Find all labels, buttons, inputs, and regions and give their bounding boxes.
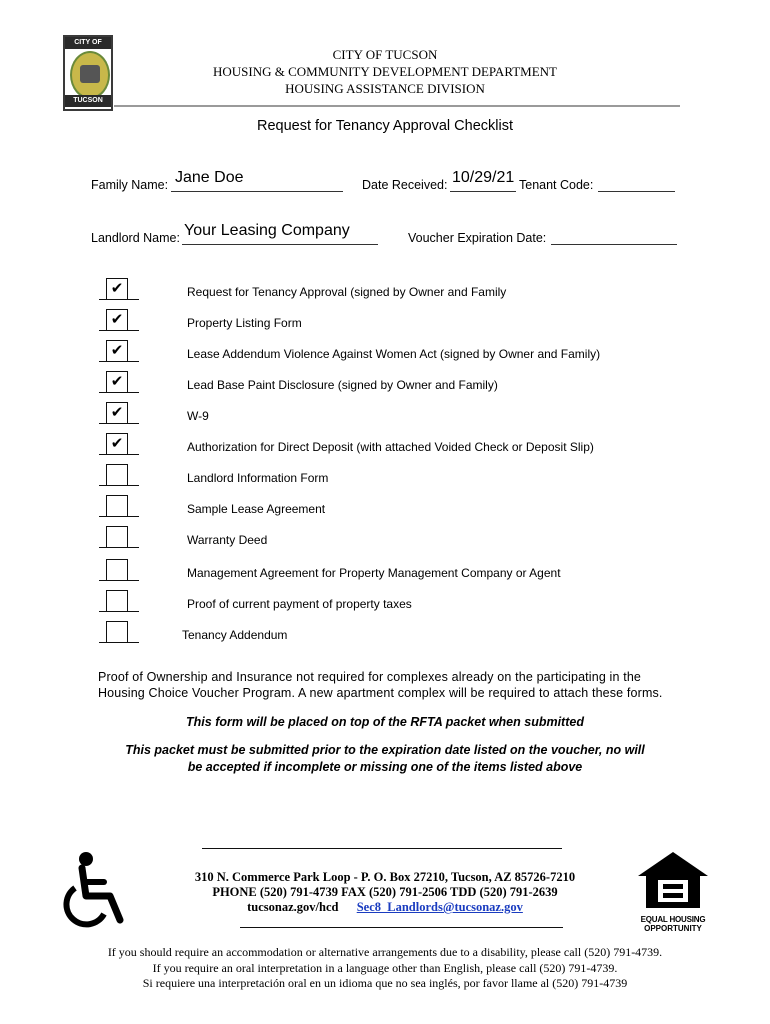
footer-interpretation-spanish: Si requiere una interpretación oral en un idioma que no sea inglés, por favor llame al (520) 791-4739 xyxy=(142,976,628,990)
checklist-item-label: Authorization for Direct Deposit (with attached Voided Check or Deposit Slip) xyxy=(187,440,594,454)
checkbox-line xyxy=(99,485,139,486)
landlord-name-line xyxy=(182,244,378,245)
voucher-expiration-line xyxy=(551,244,677,245)
checkbox[interactable]: ✔ xyxy=(106,433,128,455)
logo-bottom-text: TUCSON xyxy=(65,95,111,107)
checklist-item-label: W-9 xyxy=(187,409,209,423)
submission-notice-line2: be accepted if incomplete or missing one of the items listed above xyxy=(187,760,583,774)
landlord-name-label: Landlord Name: xyxy=(91,231,180,245)
checklist-item-label: Lead Base Paint Disclosure (signed by Owner and Family) xyxy=(187,378,498,392)
checklist-item-label: Management Agreement for Property Management Company or Agent xyxy=(187,566,561,580)
equal-housing-text-2: OPPORTUNITY xyxy=(644,924,702,933)
date-received-line xyxy=(450,191,516,192)
voucher-expiration-label: Voucher Expiration Date: xyxy=(408,231,547,245)
checkbox-line xyxy=(99,454,139,455)
landlord-name-value[interactable]: Your Leasing Company xyxy=(184,222,350,239)
address-bottom-rule xyxy=(240,927,563,928)
tenant-code-line xyxy=(598,191,675,192)
checkbox[interactable] xyxy=(106,621,128,643)
checklist-item-label: Lease Addendum Violence Against Women Act (signed by Owner and Family) xyxy=(187,347,601,361)
header-divider xyxy=(114,105,680,107)
submission-notice-line1: This packet must be submitted prior to the expiration date listed on the voucher, no will xyxy=(125,743,645,757)
checkbox-line xyxy=(99,580,139,581)
ownership-note xyxy=(98,669,670,701)
checklist-item-label: Sample Lease Agreement xyxy=(187,502,326,516)
form-title: Request for Tenancy Approval Checklist xyxy=(256,118,514,134)
date-received-label: Date Received: xyxy=(362,178,448,192)
checkbox-line xyxy=(99,611,139,612)
checklist-item-label: Landlord Information Form xyxy=(187,471,329,485)
equal-housing-logo xyxy=(634,850,712,932)
family-name-label: Family Name: xyxy=(91,178,169,192)
phone-line: PHONE (520) 791-4739 FAX (520) 791-2506 TDD (520) 791-2639 xyxy=(212,885,558,899)
checkbox-line xyxy=(99,299,139,300)
checkbox-line xyxy=(99,642,139,643)
checkbox-line xyxy=(99,392,139,393)
checkbox[interactable]: ✔ xyxy=(106,340,128,362)
checkbox-line xyxy=(99,361,139,362)
checklist-item-label: Property Listing Form xyxy=(187,316,302,330)
ownership-note-line2: Housing Choice Voucher Program. A new apartment complex will be required to attach these forms. xyxy=(98,686,663,700)
checkbox[interactable]: ✔ xyxy=(106,309,128,331)
email-link[interactable]: Sec8_Landlords@tucsonaz.gov xyxy=(356,900,523,914)
family-name-line xyxy=(171,191,343,192)
checkbox-line xyxy=(99,423,139,424)
equal-housing-house-icon xyxy=(634,850,712,910)
checkbox[interactable]: ✔ xyxy=(106,371,128,393)
website-link[interactable]: tucsonaz.gov/hcd xyxy=(247,900,339,914)
checkbox-line xyxy=(99,330,139,331)
address-top-rule xyxy=(202,848,562,849)
checkbox[interactable]: ✔ xyxy=(106,278,128,300)
header-department: HOUSING & COMMUNITY DEVELOPMENT DEPARTMENT xyxy=(213,64,557,79)
checkbox-line xyxy=(99,547,139,548)
checkbox[interactable]: ✔ xyxy=(106,402,128,424)
checklist-item-label: Warranty Deed xyxy=(187,533,268,547)
checklist-item-label: Tenancy Addendum xyxy=(182,628,288,642)
checkbox-line xyxy=(99,516,139,517)
tenant-code-label: Tenant Code: xyxy=(519,178,594,192)
checkbox[interactable] xyxy=(106,495,128,517)
checklist-item-label: Proof of current payment of property taxes xyxy=(187,597,412,611)
date-received-value[interactable]: 10/29/21 xyxy=(452,169,515,186)
footer-interpretation: If you require an oral interpretation in a language other than English, please call (520) 791-4739. xyxy=(152,961,618,975)
ownership-note-line1: Proof of Ownership and Insurance not required for complexes already on the participating in the xyxy=(98,670,642,684)
logo-top-text: CITY OF xyxy=(65,37,111,49)
family-name-value[interactable]: Jane Doe xyxy=(175,169,244,186)
address-line: 310 N. Commerce Park Loop - P. O. Box 27210, Tucson, AZ 85726-7210 xyxy=(194,870,576,884)
placement-notice: This form will be placed on top of the RFTA packet when submitted xyxy=(186,715,584,729)
checkbox[interactable] xyxy=(106,559,128,581)
footer-accommodation: If you should require an accommodation or alternative arrangements due to a disability, please call (520) 791-4739. xyxy=(107,945,663,959)
checklist-item-label: Request for Tenancy Approval (signed by Owner and Family xyxy=(187,285,507,299)
checkbox[interactable] xyxy=(106,590,128,612)
checkbox[interactable] xyxy=(106,464,128,486)
equal-housing-text-1: EQUAL HOUSING xyxy=(640,915,706,924)
header-division: HOUSING ASSISTANCE DIVISION xyxy=(285,81,485,96)
header-city: CITY OF TUCSON xyxy=(332,47,438,62)
checkbox[interactable] xyxy=(106,526,128,548)
